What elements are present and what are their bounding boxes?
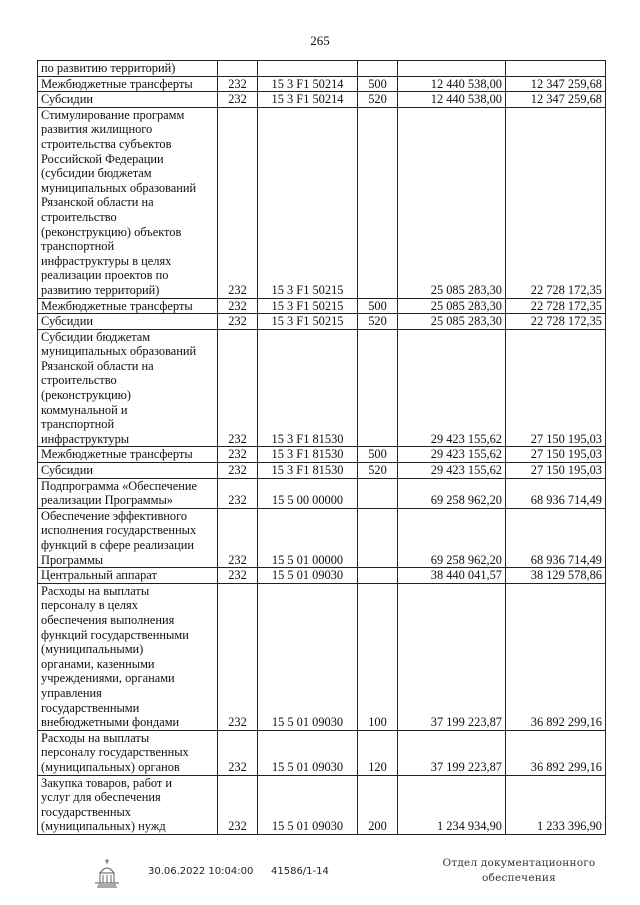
row-csr-cell: 15 3 F1 50214 — [258, 92, 358, 108]
row-name-cell: Межбюджетные трансферты — [38, 447, 218, 463]
row-code-cell: 232 — [218, 107, 258, 298]
row-csr-cell: 15 3 F1 50214 — [258, 76, 358, 92]
row-code-cell: 232 — [218, 583, 258, 730]
row-type-cell — [358, 61, 398, 77]
budget-table-body — [38, 61, 606, 835]
table-row — [38, 508, 606, 567]
row-code-cell: 232 — [218, 76, 258, 92]
row-type-cell — [358, 107, 398, 298]
row-sum2-cell: 27 150 195,03 — [506, 463, 606, 479]
table-row — [38, 61, 606, 77]
row-type-cell: 520 — [358, 314, 398, 330]
row-name-cell: Подпрограмма «Обеспечение реализации Программы» — [38, 478, 218, 508]
row-sum1-cell: 37 199 223,87 — [398, 730, 506, 775]
row-csr-cell: 15 3 F1 50215 — [258, 314, 358, 330]
row-sum2-cell: 68 936 714,49 — [506, 478, 606, 508]
row-sum1-cell: 12 440 538,00 — [398, 92, 506, 108]
row-type-cell: 120 — [358, 730, 398, 775]
table-row — [38, 92, 606, 108]
row-code-cell — [218, 61, 258, 77]
row-sum2-cell: 12 347 259,68 — [506, 76, 606, 92]
row-code-cell: 232 — [218, 329, 258, 447]
row-type-cell — [358, 508, 398, 567]
row-csr-cell: 15 3 F1 81530 — [258, 447, 358, 463]
row-name-cell: Субсидии — [38, 314, 218, 330]
row-sum1-cell: 29 423 155,62 — [398, 329, 506, 447]
row-name-cell: Субсидии — [38, 463, 218, 479]
row-csr-cell: 15 5 00 00000 — [258, 478, 358, 508]
row-type-cell: 500 — [358, 447, 398, 463]
row-sum2-cell: 38 129 578,86 — [506, 568, 606, 584]
row-type-cell: 520 — [358, 92, 398, 108]
page-number: 265 — [310, 33, 330, 48]
budget-table — [37, 60, 606, 835]
row-sum2-cell: 36 892 299,16 — [506, 583, 606, 730]
table-row — [38, 107, 606, 298]
row-name-cell: Расходы на выплаты персоналу в целях обеспечения выполнения функций государственными (муниципальными) органами, казенными учреждениями, органами управления государственными внебюджетными фондами — [38, 583, 218, 730]
row-code-cell: 232 — [218, 730, 258, 775]
footer-department-stamp: Отдел документационного обеспечения — [442, 857, 596, 884]
table-row — [38, 478, 606, 508]
table-row — [38, 775, 606, 834]
row-type-cell — [358, 568, 398, 584]
row-csr-cell: 15 3 F1 50215 — [258, 298, 358, 314]
row-name-cell: Субсидии — [38, 92, 218, 108]
row-sum2-cell: 22 728 172,35 — [506, 314, 606, 330]
row-type-cell: 500 — [358, 298, 398, 314]
row-name-cell: Субсидии бюджетам муниципальных образований Рязанской области на строительство (реконструкцию) коммунальной и транспортной инфраструктуры — [38, 329, 218, 447]
row-type-cell: 520 — [358, 463, 398, 479]
row-name-cell: Обеспечение эффективного исполнения государственных функций в сфере реализации Программы — [38, 508, 218, 567]
row-type-cell — [358, 478, 398, 508]
row-sum1-cell — [398, 61, 506, 77]
row-type-cell: 100 — [358, 583, 398, 730]
row-code-cell: 232 — [218, 478, 258, 508]
row-csr-cell: 15 3 F1 81530 — [258, 463, 358, 479]
row-sum2-cell: 22 728 172,35 — [506, 298, 606, 314]
row-name-cell: Центральный аппарат — [38, 568, 218, 584]
row-sum2-cell: 27 150 195,03 — [506, 447, 606, 463]
table-row — [38, 314, 606, 330]
table-row — [38, 329, 606, 447]
row-sum1-cell: 37 199 223,87 — [398, 583, 506, 730]
row-name-cell: Стимулирование программ развития жилищного строительства субъектов Российской Федерации (субсидии бюджетам муниципальных образований Рязанской области на строительство (реконструкцию) объектов транспортной инфраструктуры в целях реализации проектов по развитию территорий) — [38, 107, 218, 298]
row-code-cell: 232 — [218, 314, 258, 330]
table-row — [38, 76, 606, 92]
row-sum1-cell: 25 085 283,30 — [398, 314, 506, 330]
row-sum2-cell: 68 936 714,49 — [506, 508, 606, 567]
row-csr-cell: 15 5 01 00000 — [258, 508, 358, 567]
row-sum1-cell: 25 085 283,30 — [398, 298, 506, 314]
row-code-cell: 232 — [218, 92, 258, 108]
row-sum1-cell: 69 258 962,20 — [398, 508, 506, 567]
row-sum1-cell: 29 423 155,62 — [398, 463, 506, 479]
row-sum1-cell: 1 234 934,90 — [398, 775, 506, 834]
row-sum2-cell: 12 347 259,68 — [506, 92, 606, 108]
row-sum2-cell: 1 233 396,90 — [506, 775, 606, 834]
row-csr-cell: 15 5 01 09030 — [258, 775, 358, 834]
row-csr-cell: 15 5 01 09030 — [258, 730, 358, 775]
row-code-cell: 232 — [218, 298, 258, 314]
crest-logo-icon — [92, 855, 122, 889]
footer-reg-number: 41586/1-14 — [271, 866, 329, 877]
row-code-cell: 232 — [218, 508, 258, 567]
row-sum1-cell: 38 440 041,57 — [398, 568, 506, 584]
table-row — [38, 447, 606, 463]
row-code-cell: 232 — [218, 447, 258, 463]
row-code-cell: 232 — [218, 775, 258, 834]
row-csr-cell: 15 3 F1 81530 — [258, 329, 358, 447]
row-sum1-cell: 69 258 962,20 — [398, 478, 506, 508]
table-row — [38, 298, 606, 314]
row-csr-cell: 15 5 01 09030 — [258, 583, 358, 730]
table-row — [38, 730, 606, 775]
row-sum2-cell: 36 892 299,16 — [506, 730, 606, 775]
row-type-cell: 500 — [358, 76, 398, 92]
row-sum1-cell: 12 440 538,00 — [398, 76, 506, 92]
table-row — [38, 568, 606, 584]
row-type-cell: 200 — [358, 775, 398, 834]
row-csr-cell — [258, 61, 358, 77]
table-row — [38, 583, 606, 730]
row-type-cell — [358, 329, 398, 447]
row-sum1-cell: 25 085 283,30 — [398, 107, 506, 298]
row-name-cell: Межбюджетные трансферты — [38, 298, 218, 314]
row-csr-cell: 15 3 F1 50215 — [258, 107, 358, 298]
row-name-cell: Расходы на выплаты персоналу государственных (муниципальных) органов — [38, 730, 218, 775]
row-name-cell: Закупка товаров, работ и услуг для обеспечения государственных (муниципальных) нужд — [38, 775, 218, 834]
row-sum1-cell: 29 423 155,62 — [398, 447, 506, 463]
row-code-cell: 232 — [218, 463, 258, 479]
row-sum2-cell: 27 150 195,03 — [506, 329, 606, 447]
row-name-cell: Межбюджетные трансферты — [38, 76, 218, 92]
footer-date: 30.06.2022 10:04:00 — [148, 866, 254, 877]
row-name-cell: по развитию территорий) — [38, 61, 218, 77]
row-sum2-cell: 22 728 172,35 — [506, 107, 606, 298]
table-row — [38, 463, 606, 479]
row-sum2-cell — [506, 61, 606, 77]
row-csr-cell: 15 5 01 09030 — [258, 568, 358, 584]
row-code-cell: 232 — [218, 568, 258, 584]
footer — [0, 853, 640, 893]
